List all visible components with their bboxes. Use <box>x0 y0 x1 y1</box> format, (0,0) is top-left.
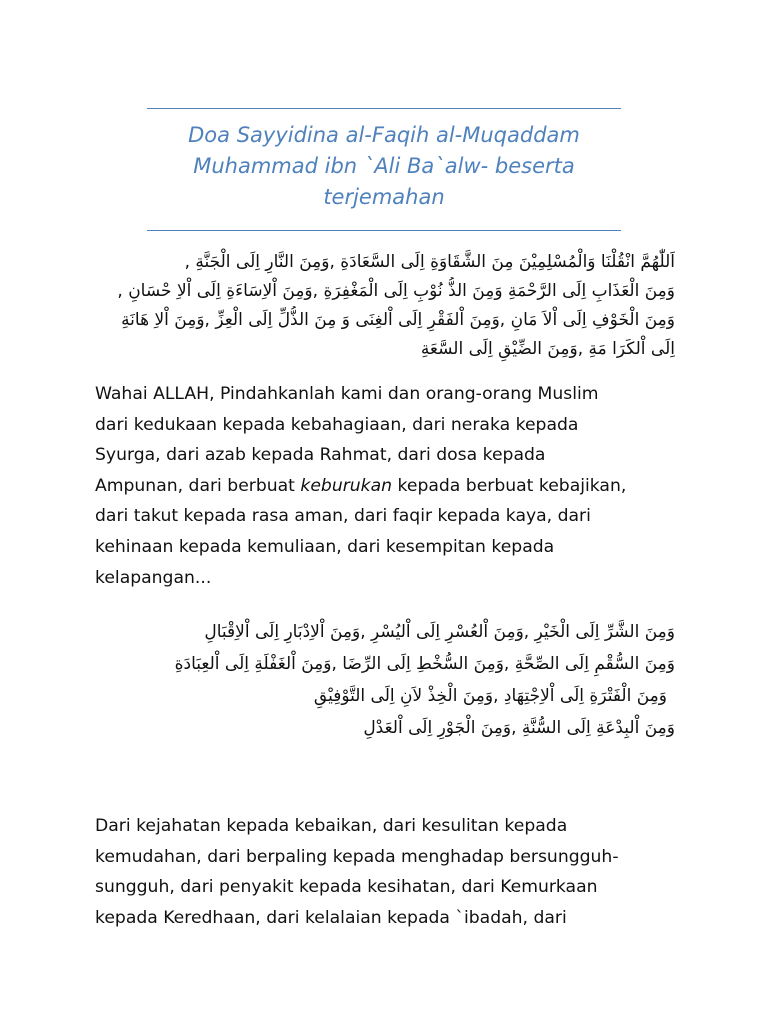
arabic-prayer-continuation <box>95 616 675 744</box>
translation-line: dari takut kepada rasa aman, dari faqir kepada kaya, dari <box>95 506 591 527</box>
title-line-1: Doa Sayyidina al-Faqih al-Muqaddam <box>188 123 580 147</box>
translation-line: sungguh, dari penyakit kepada kesihatan, dari Kemurkaan <box>95 877 598 898</box>
arabic-list-line: وَمِنَ الشَّرِّ اِلَى الْخَيْرِ ,وَمِنَ اْلعُسْرِ اِلَى اْليُسْرِ ,وَمِنَ اْلاِدْبَارِ اِلَى اْلاِقْبَالِ <box>204 622 675 642</box>
title-line-3: terjemahan <box>323 185 445 209</box>
title-bottom-rule <box>147 230 621 231</box>
translation-line: Dari kejahatan kepada kebaikan, dari kesulitan kepada <box>95 816 568 836</box>
arabic-intro-line: وَمِنَ الْعَذَابِ اِلَى الرَّحْمَةِ وَمِنَ الذُّ نُوْبِ اِلَى الْمَغْفِرَةِ ,وَمِنَ اْلاِسَاءَةِ اِلَى اْلاِ حْسَانِ , <box>117 281 675 301</box>
translation-line: kemudahan, dari berpaling kepada menghadap bersungguh- <box>95 846 619 867</box>
translation-line <box>95 471 685 502</box>
translation-line: kelapangan... <box>95 567 212 588</box>
translation-line: kehinaan kepada kemuliaan, dari kesempitan kepada <box>95 536 555 557</box>
document-title <box>147 120 621 213</box>
arabic-list-line: وَمِنَ الْفَتْرَةِ اِلَى اْلاِجْتِهَادِ ,وَمِنَ الْخِذْ لاَنِ اِلَى التَّوْفِيْقِ <box>313 686 667 706</box>
arabic-intro-line: اَللّٰهُمَّ انْقُلْنَا وَالْمُسْلِمِيْنَ مِنَ الشَّقَاوَةِ اِلَى السَّعَادَةِ ,وَمِنَ النَّارِ اِلَى الْجَنَّةِ , <box>184 252 675 272</box>
translation-line: kepada Keredhaan, dari kelalaian kepada `ibadah, dari <box>95 907 567 928</box>
translation-paragraph-2 <box>95 811 685 933</box>
translation-line: Wahai ALLAH, Pindahkanlah kami dan orang-orang Muslim <box>95 384 599 404</box>
translation-text: kepada berbuat kebajikan, <box>392 475 627 496</box>
arabic-intro-prayer <box>95 248 675 364</box>
arabic-intro-line: اِلَى اْلكَرَا مَةِ ,وَمِنَ الضِّيْقِ اِلَى السَّعَةِ <box>420 339 675 359</box>
title-top-rule <box>147 108 621 109</box>
title-line-2: Muhammad ibn `Ali Ba`alw- beserta <box>193 154 575 178</box>
emphasized-word: keburukan <box>300 475 393 496</box>
translation-line: Syurga, dari azab kepada Rahmat, dari dosa kepada <box>95 445 546 466</box>
arabic-intro-line: وَمِنَ الْخَوْفِ اِلَى اْلاَ مَانِ ,وَمِنَ اْلفَقْرِ اِلَى اْلغِنَى وَ مِنَ الذُّلِّ اِلَى الْعِزِّ ,وَمِنَ اْلاِ هَانَةِ <box>121 310 675 330</box>
translation-paragraph-1 <box>95 379 685 593</box>
arabic-list-line: وَمِنَ اْلبِدْعَةِ اِلَى السُّنَّةِ ,وَمِنَ الْجَوْرِ اِلَى اْلعَدْلِ <box>363 718 675 738</box>
translation-line: dari kedukaan kepada kebahagiaan, dari neraka kepada <box>95 414 579 435</box>
translation-text: Ampunan, dari berbuat <box>95 475 301 496</box>
arabic-list-line: وَمِنَ السُّقْمِ اِلَى الصِّحَّةِ ,وَمِنَ السُّخْطِ اِلَى الرِّضَا ,وَمِنَ اْلغَفْلَةِ اِلَى اْلعِبَادَةِ <box>174 654 675 674</box>
